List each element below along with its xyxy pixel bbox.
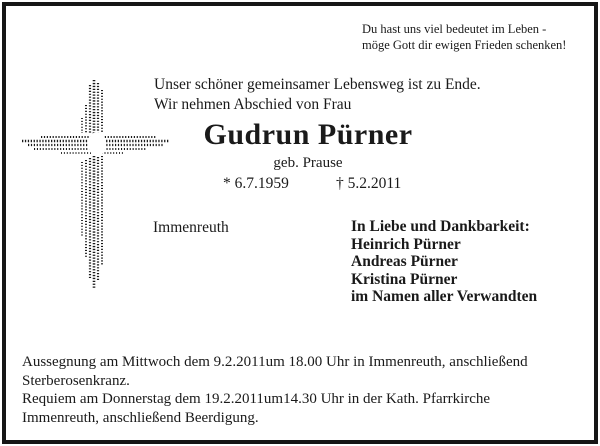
mourners-footer: im Namen aller Verwandten (351, 288, 538, 306)
schedule-line-2: Sterberosenkranz. (22, 372, 130, 389)
schedule-line-4: Immenreuth, anschließend Beerdigung. (22, 409, 259, 426)
death-date: † 5.2.2011 (336, 175, 402, 192)
latin-cross-icon (20, 78, 172, 290)
intro-line-2: Wir nehmen Abschied von Frau (154, 95, 352, 113)
mourners-heading: In Liebe und Dankbarkeit: (351, 218, 530, 235)
schedule-line-1: Aussegnung am Mittwoch dem 9.2.2011um 18.00 Uhr in Immenreuth, anschließend (22, 354, 528, 370)
deceased-name: Gudrun Pürner (203, 118, 413, 151)
mourner-name: Andreas Pürner (351, 253, 458, 271)
funeral-schedule (22, 353, 598, 427)
notice-border-frame (2, 2, 598, 444)
epitaph-line-2: möge Gott dir ewigen Frieden schenken! (362, 37, 567, 52)
intro-line-1: Unser schöner gemeinsamer Lebensweg ist zu Ende. (154, 76, 481, 93)
birth-date: * 6.7.1959 (223, 175, 289, 192)
place-name: Immenreuth (153, 219, 229, 236)
mourners-block (351, 218, 537, 306)
intro-text (154, 75, 481, 114)
maiden-name: geb. Prause (273, 155, 343, 171)
epitaph (362, 22, 566, 53)
mourner-name: Kristina Pürner (351, 270, 458, 288)
mourner-name: Heinrich Pürner (351, 235, 461, 253)
schedule-line-3: Requiem am Donnerstag dem 19.2.2011um14.30 Uhr in der Kath. Pfarrkirche (22, 391, 491, 408)
epitaph-line-1: Du hast uns viel bedeutet im Leben - (362, 22, 547, 36)
